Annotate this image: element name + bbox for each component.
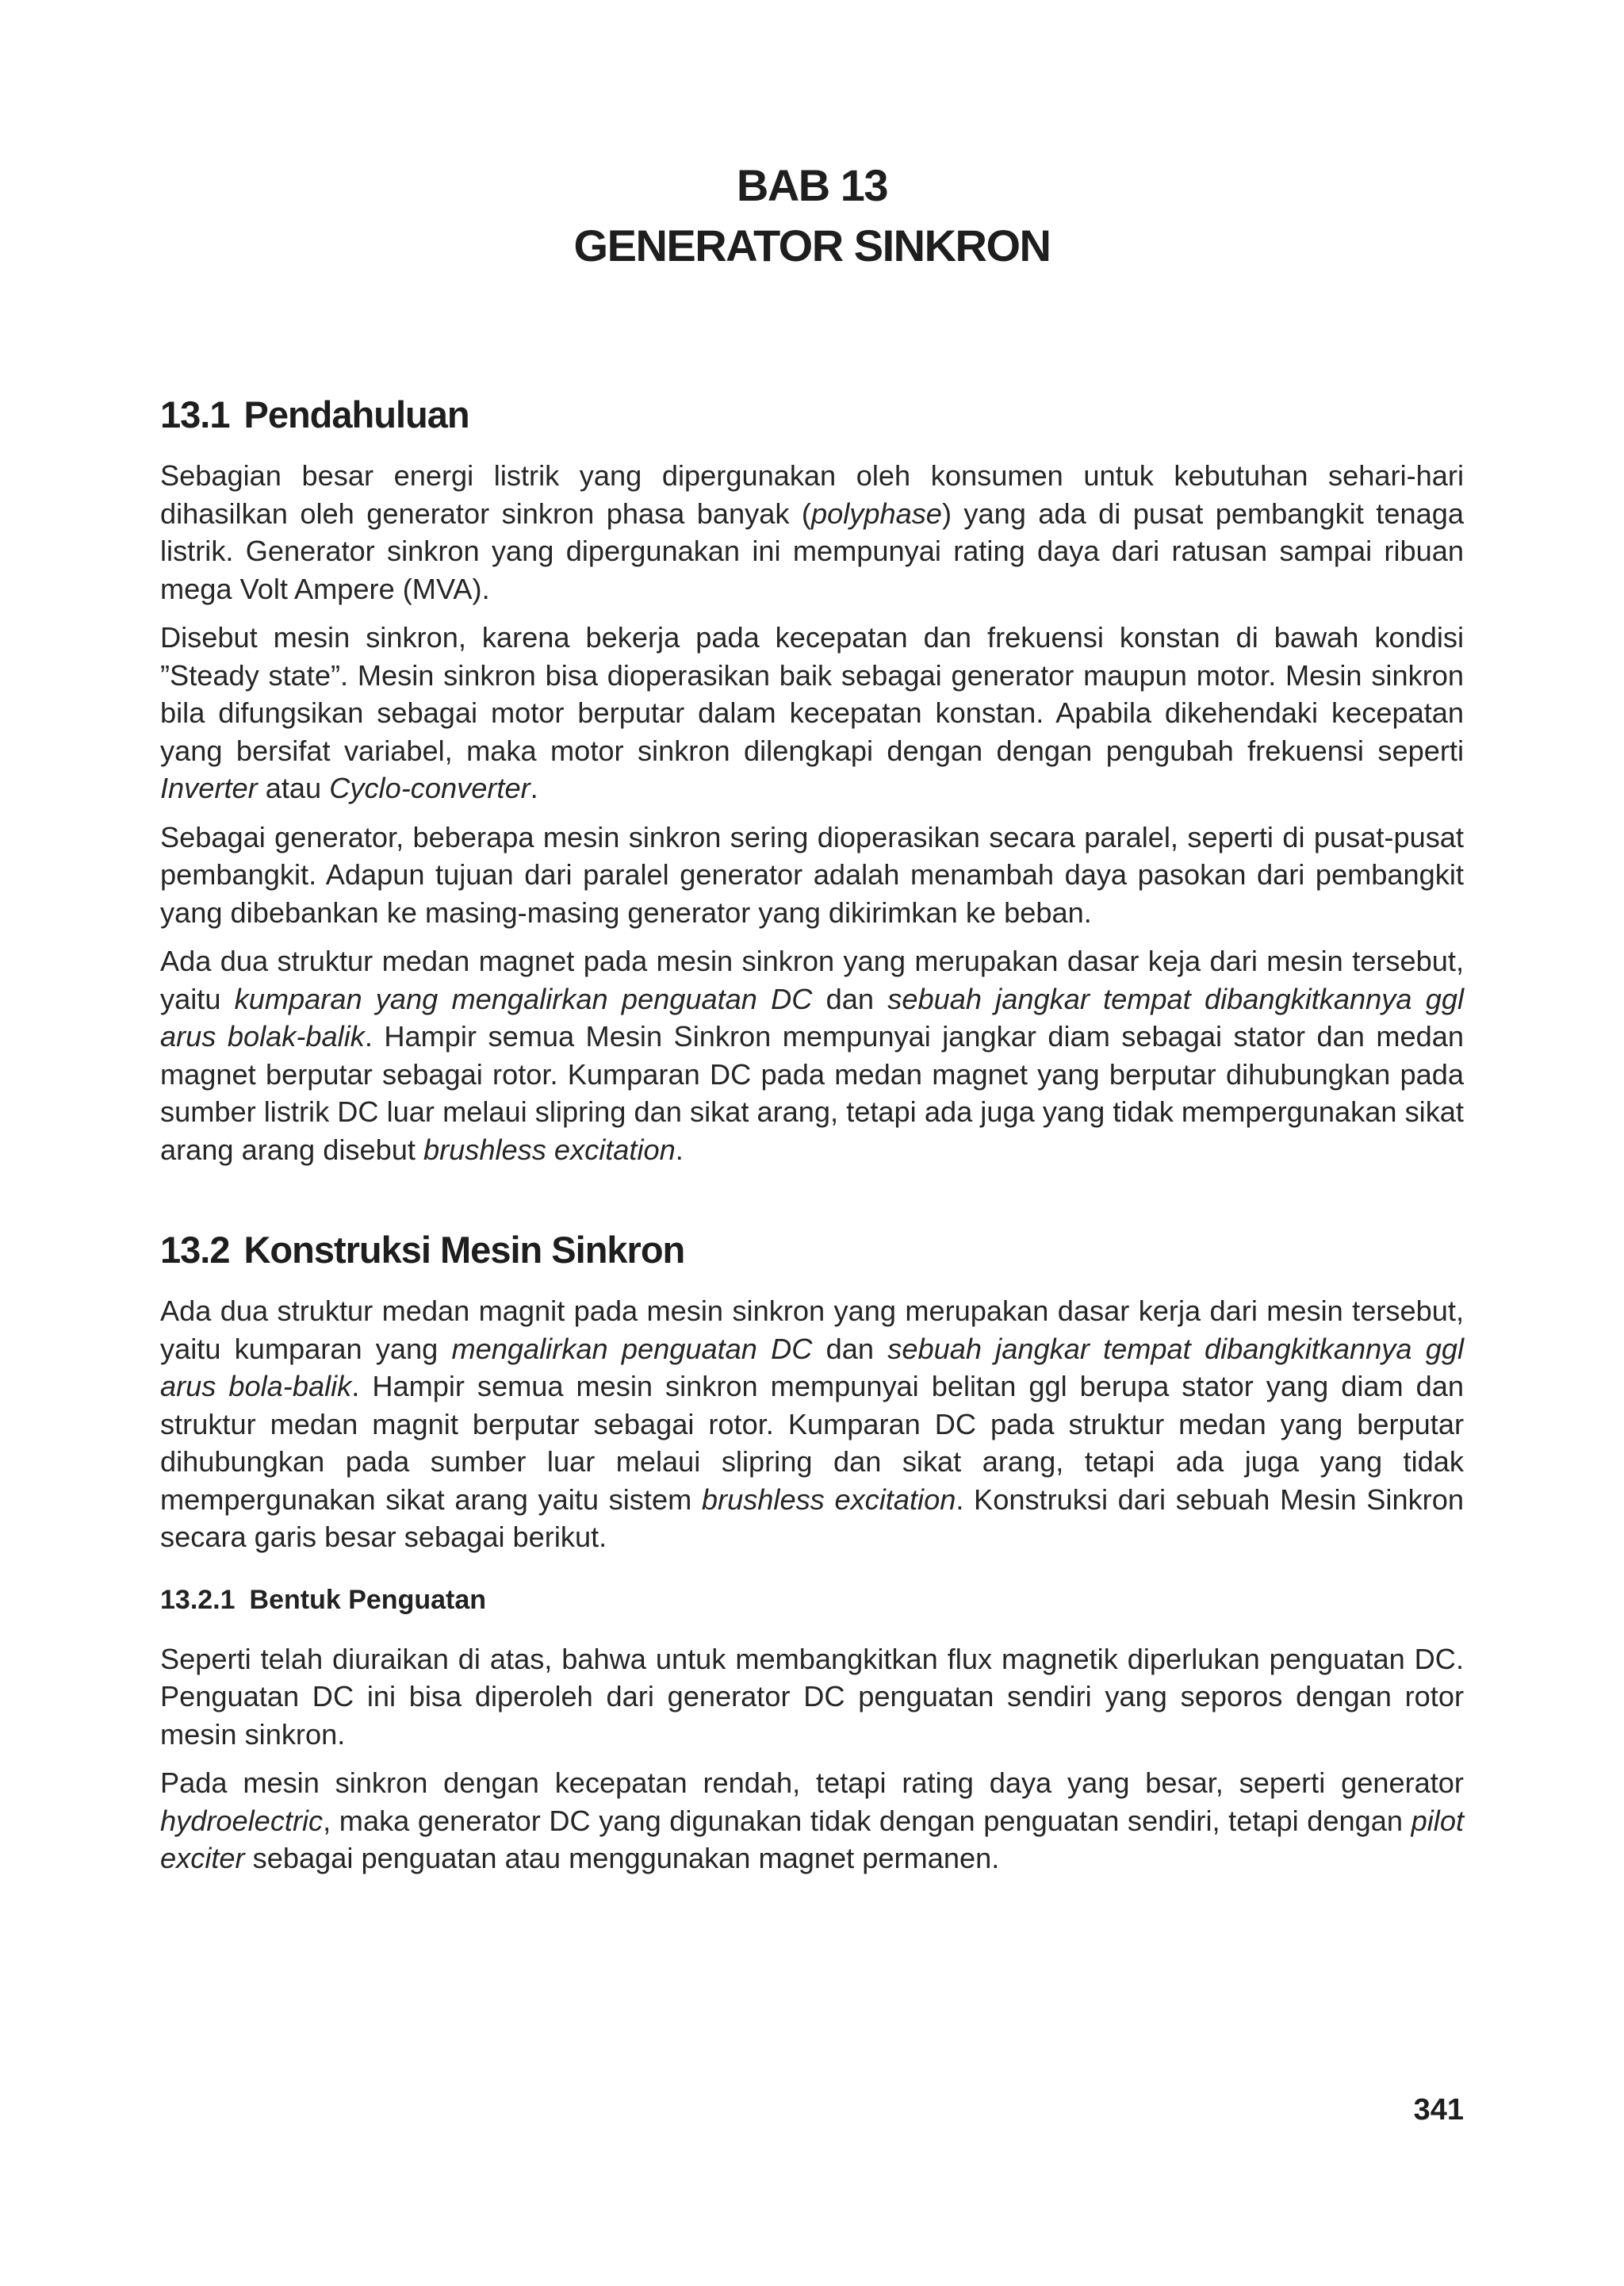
italic-term: Cyclo-converter [329, 772, 530, 804]
section-title-text: Konstruksi Mesin Sinkron [243, 1229, 685, 1271]
italic-term: brushless excitation [423, 1133, 676, 1166]
spacer [160, 1179, 1464, 1225]
italic-term: sebuah jangkar tempat dibangkitkannya ggl arus bola-balik [160, 1332, 1464, 1402]
italic-term: Inverter [160, 772, 258, 804]
text-run: Ada dua struktur medan magnet pada mesin sinkron yang merupakan dasar keja dari mesin tersebut, yaitu [160, 945, 1464, 1015]
section-title [160, 390, 1464, 439]
chapter-number: BAB 13 [736, 160, 888, 210]
paragraph [160, 619, 1464, 807]
subsection-title-text: Bentuk Penguatan [249, 1584, 487, 1615]
text-run: ) yang ada di pusat pembangkit tenaga listrik. Generator sinkron yang dipergunakan ini mempunyai rating daya dari ratusan sampai ribuan mega Volt Ampere (MVA). [160, 497, 1464, 605]
italic-term: polyphase [810, 497, 942, 530]
text-run: , maka generator DC yang digunakan tidak dengan penguatan sendiri, tetapi dengan [323, 1804, 1411, 1837]
chapter-heading [0, 155, 1624, 276]
paragraph [160, 1292, 1464, 1556]
italic-term: hydroelectric [160, 1804, 324, 1837]
text-run: Ada dua struktur medan magnit pada mesin sinkron yang merupakan dasar kerja dari mesin tersebut, yaitu kumparan yang [160, 1295, 1464, 1365]
text-run: Disebut mesin sinkron, karena bekerja pada kecepatan dan frekuensi konstan di bawah kondisi ”Steady state”. Mesin sinkron bisa dioperasikan baik sebagai generator maupun motor. Mesin sinkron bila difungsikan sebagai motor berputar dalam kecepatan konstan. Apabila dikehendaki kecepatan yang bersifat variabel, maka motor sinkron dilengkapi dengan dengan pengubah frekuensi seperti [160, 621, 1464, 767]
text-run: . Konstruksi dari sebuah Mesin Sinkron secara garis besar sebagai berikut. [160, 1482, 1464, 1553]
text-run: dan [812, 1332, 888, 1365]
spacer [160, 1567, 1464, 1582]
text-run: atau [257, 772, 330, 804]
italic-term: mengalirkan penguatan DC [451, 1332, 813, 1365]
italic-term: sebuah jangkar tempat dibangkitkannya ggl arus bolak-balik [160, 982, 1464, 1053]
text-run: dan [812, 982, 888, 1015]
section-pendahuluan [160, 390, 1464, 1168]
paragraph [160, 1764, 1464, 1878]
subsection-number: 13.2.1 [160, 1584, 236, 1615]
text-run: sebagai penguatan atau menggunakan magnet permanen. [244, 1842, 1000, 1874]
text-run: Pada mesin sinkron dengan kecepatan rendah, tetapi rating daya yang besar, seperti generator [160, 1766, 1464, 1799]
subsection-title [160, 1582, 1464, 1618]
text-run: . [675, 1133, 684, 1166]
text-run: Sebagian besar energi listrik yang dipergunakan oleh konsumen untuk kebutuhan sehari-hari dihasilkan oleh generator sinkron phasa banyak ( [160, 459, 1464, 530]
paragraph: Sebagai generator, beberapa mesin sinkron sering dioperasikan secara paralel, seperti di pusat-pusat pembangkit. Adapun tujuan dari paralel generator adalah menambah daya pasokan dari pembangkit yang dibebankan ke masing-masing generator yang dikirimkan ke beban. [160, 820, 1464, 929]
page-number: 341 [1413, 2093, 1464, 2127]
text-run: . Hampir semua Mesin Sinkron mempunyai jangkar diam sebagai stator dan medan magnet berputar sebagai rotor. Kumparan DC pada medan magnet yang berputar dihubungkan pada sumber listrik DC luar melaui slipring dan sikat arang, tetapi ada juga yang tidak mempergunakan sikat arang arang disebut [160, 1020, 1465, 1166]
paragraph [160, 942, 1464, 1168]
italic-term: kumparan yang mengalirkan penguatan DC [234, 982, 813, 1015]
section-konstruksi [160, 1225, 1464, 1878]
section-title-text: Pendahuluan [243, 393, 469, 435]
paragraph [160, 457, 1464, 608]
paragraph: Seperti telah diuraikan di atas, bahwa untuk membangkitkan flux magnetik diperlukan penguatan DC. Penguatan DC ini bisa diperoleh dari generator DC penguatan sendiri yang seporos dengan rotor mesin sinkron. [160, 1642, 1464, 1751]
italic-term: brushless excitation [701, 1482, 956, 1516]
section-number: 13.2 [160, 1229, 230, 1271]
italic-term: pilot exciter [160, 1804, 1464, 1874]
text-run: . Hampir semua mesin sinkron mempunyai belitan ggl berupa stator yang diam dan struktur medan magnit berputar sebagai rotor. Kumparan DC pada struktur medan yang berputar dihubungkan pada sumber luar melaui slipring dan sikat arang, tetapi ada juga yang tidak mempergunakan sikat arang yaitu sistem [160, 1370, 1464, 1516]
page-content [160, 390, 1464, 1889]
text-run: . [530, 772, 538, 804]
chapter-title: GENERATOR SINKRON [573, 221, 1051, 270]
section-title [160, 1225, 1464, 1275]
section-number: 13.1 [160, 393, 230, 435]
